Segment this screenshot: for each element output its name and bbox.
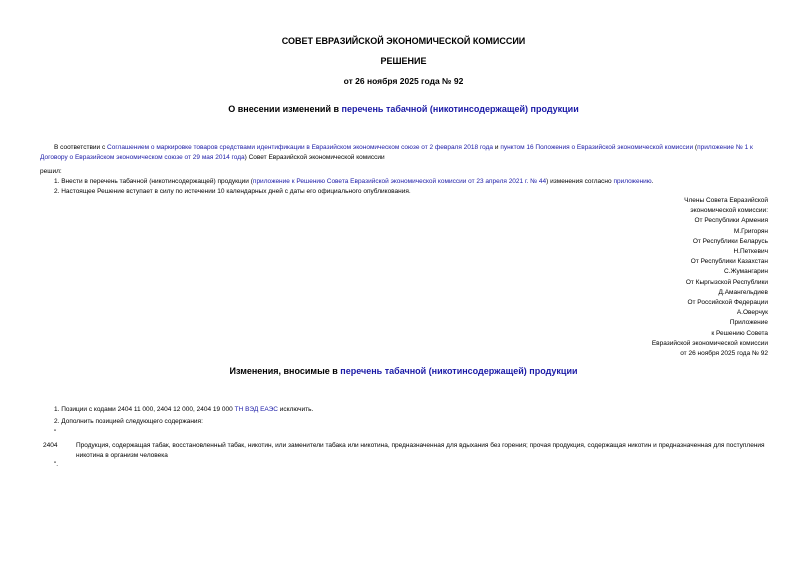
document-subject (0, 104, 807, 114)
signature-line: М.Григорян (733, 227, 768, 235)
tn-ved-link[interactable]: ТН ВЭД ЕАЭС (234, 406, 278, 413)
item1-text-3: . (651, 178, 654, 185)
document-type: РЕШЕНИЕ (380, 56, 427, 66)
preamble-text-3: ( (693, 144, 698, 151)
document-organization: СОВЕТ ЕВРАЗИЙСКОЙ ЭКОНОМИЧЕСКОЙ КОМИССИИ (281, 36, 526, 46)
annex-title-prefix: Изменения, вносимые в (229, 366, 341, 376)
annex-header-line: Приложение (729, 319, 768, 327)
decision-item-2: 2. Настоящее Решение вступает в силу по истечении 10 календарных дней с даты его официального опубликования. (54, 188, 411, 195)
signature-line: С.Жумангарин (724, 268, 768, 276)
signature-line: Члены Совета Евразийской (684, 197, 768, 204)
annex-title-link[interactable]: перечень табачной (никотинсодержащей) продукции (340, 366, 578, 376)
commission-regulation-link[interactable]: пунктом 16 Положения о Евразийской экономической комиссии (500, 144, 694, 151)
decision-44-link[interactable]: приложение к Решению Совета Евразийской экономической комиссии от 23 апреля 2021 г. № 44 (252, 178, 547, 185)
signature-line: экономической комиссии: (690, 207, 768, 215)
annex-item-1 (54, 405, 313, 415)
signature-line: От Республики Казахстан (690, 258, 768, 266)
subject-link[interactable]: перечень табачной (никотинсодержащей) продукции (341, 104, 579, 114)
position-description: Продукция, содержащая табак, восстановленный табак, никотин, или заменители табака или никотина, предназначенная для вдыхания без горения; прочая продукция, содержащая никотин и предназначенная для поступления никотина в организм человека (76, 442, 765, 459)
quote-open: " (54, 429, 57, 436)
document-date-number: от 26 ноября 2025 года № 92 (343, 76, 464, 86)
annex-item-2: 2. Дополнить позицией следующего содержания: (54, 418, 203, 425)
annex-header-line: от 26 ноября 2025 года № 92 (680, 350, 768, 358)
annex-header-line: Евразийской экономической комиссии (651, 339, 768, 347)
annex-title (0, 366, 807, 376)
eaeu-treaty-link[interactable]: приложение № 1 к Договору о Евразийском экономическом союзе от 29 мая 2014 года (40, 144, 753, 161)
signature-line: От Республики Армения (694, 217, 768, 225)
preamble-text-4: ) Совет Евразийской экономической комиссии (244, 154, 385, 161)
position-code: 2404 (43, 442, 58, 449)
signature-line: От Российской Федерации (687, 299, 768, 307)
item1-text-1: 1. Внести в перечень табачной (никотинсодержащей) продукции ( (54, 178, 253, 185)
preamble-text-1: В соответствии с (54, 144, 108, 151)
decided-label: решил: (40, 168, 62, 175)
decision-item-1 (54, 177, 774, 187)
agreement-link[interactable]: Соглашением о маркировке товаров средствами идентификации в Евразийском экономическом союзе от 2 февраля 2018 года (107, 144, 494, 151)
annex-link[interactable]: приложению (613, 178, 652, 185)
item1-text-2: ) изменения согласно (546, 178, 614, 185)
annex-header-line: к Решению Совета (711, 329, 768, 337)
annex-item1-text-2: исключить. (277, 406, 314, 413)
preamble-paragraph (40, 143, 775, 163)
preamble-text-2: и (493, 144, 501, 151)
signature-line: Н.Петкевич (733, 248, 768, 256)
signature-line: Д.Амангельдиев (718, 288, 768, 296)
signature-block (652, 196, 768, 359)
quote-close: ". (54, 461, 59, 468)
subject-prefix: О внесении изменений в (228, 104, 342, 114)
signature-line: От Республики Беларусь (692, 237, 768, 245)
signature-line: А.Оверчук (736, 309, 768, 317)
annex-item1-text-1: 1. Позиции с кодами 2404 11 000, 2404 12 000, 2404 19 000 (54, 406, 235, 413)
signature-line: От Кыргызской Республики (685, 278, 768, 286)
